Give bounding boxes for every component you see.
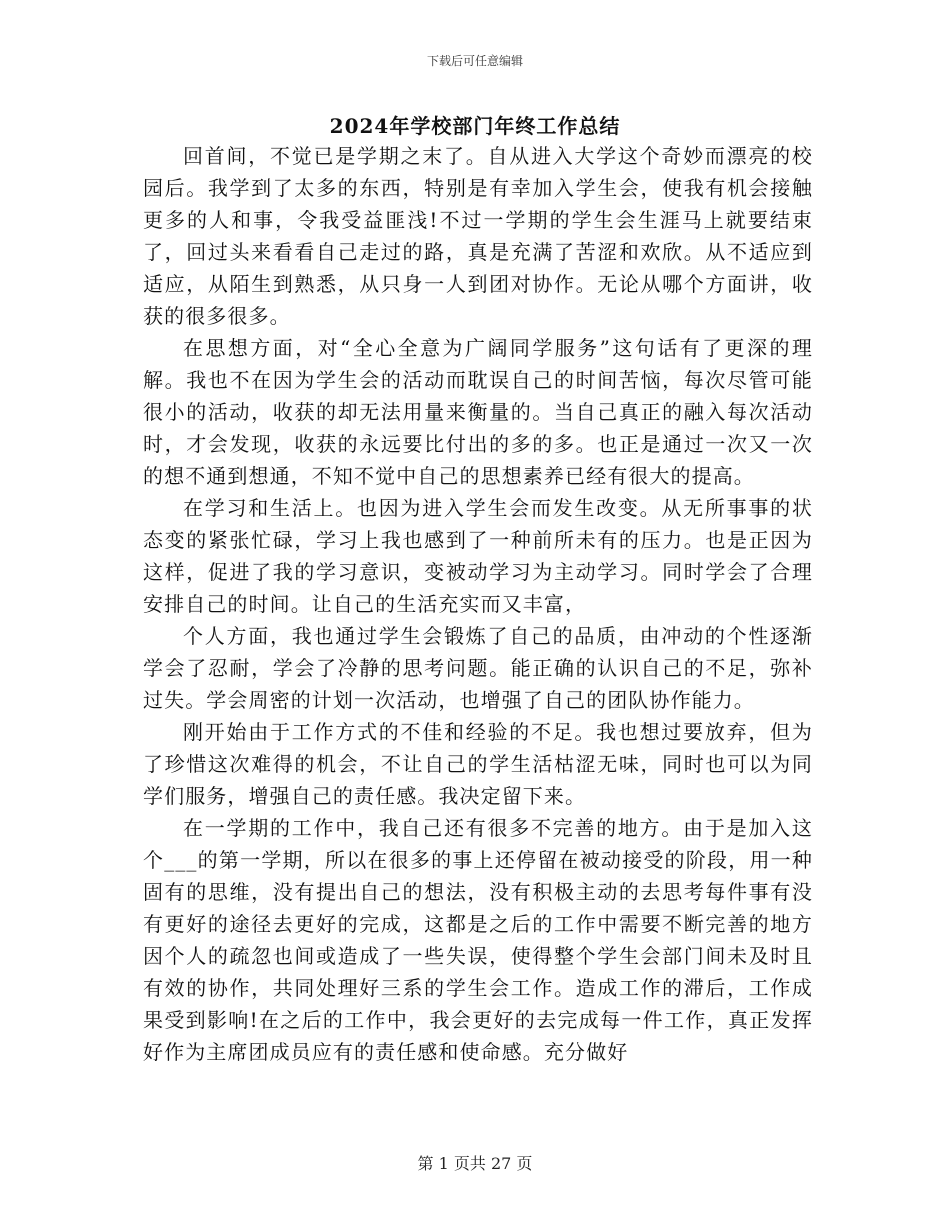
- page-header-note: 下载后可任意编辑: [426, 54, 523, 68]
- paragraph: 在思想方面，对“全心全意为广阔同学服务”这句话有了更深的理解。我也不在因为学生会的活动而耽误自己的时间苦恼，每次尽管可能很小的活动，收获的却无法用量来衡量的。当自己真正的融入每次活动时，才会发现，收获的永远要比付出的多的多。也正是通过一次又一次的想不通到想通，不知不觉中自己的思想素养已经有很大的提高。: [143, 336, 813, 488]
- document-title: 2024年学校部门年终工作总结: [329, 114, 621, 138]
- paragraph: 刚开始由于工作方式的不佳和经验的不足。我也想过要放弃，但为了珍惜这次难得的机会，不让自己的学生活枯涩无味，同时也可以为同学们服务，增强自己的责任感。我决定留下来。: [143, 720, 813, 808]
- page-footer-number: 第 1 页共 27 页: [417, 1154, 533, 1173]
- paragraph: 回首间，不觉已是学期之末了。自从进入大学这个奇妙而漂亮的校园后。我学到了太多的东西，特别是有幸加入学生会，使我有机会接触更多的人和事，令我受益匪浅!不过一学期的学生会生涯马上就要结束了，回过头来看看自己走过的路，真是充满了苦涩和欢欣。从不适应到适应，从陌生到熟悉，从只身一人到团对协作。无论从哪个方面讲，收获的很多很多。: [143, 144, 813, 328]
- paragraph: 在学习和生活上。也因为进入学生会而发生改变。从无所事事的状态变的紧张忙碌，学习上我也感到了一种前所未有的压力。也是正因为这样，促进了我的学习意识，变被动学习为主动学习。同时学会了合理安排自己的时间。让自己的生活充实而又丰富，: [143, 496, 813, 616]
- document-body: [143, 140, 813, 1068]
- paragraph: 个人方面，我也通过学生会锻炼了自己的品质，由冲动的个性逐渐学会了忍耐，学会了冷静的思考问题。能正确的认识自己的不足，弥补过失。学会周密的计划一次活动，也增强了自己的团队协作能力。: [143, 624, 813, 712]
- paragraph: 在一学期的工作中，我自己还有很多不完善的地方。由于是加入这个___的第一学期，所以在很多的事上还停留在被动接受的阶段，用一种固有的思维，没有提出自己的想法，没有积极主动的去思考每件事有没有更好的途径去更好的完成，这都是之后的工作中需要不断完善的地方因个人的疏忽也间或造成了一些失误，使得整个学生会部门间未及时且有效的协作，共同处理好三系的学生会工作。造成工作的滞后，工作成果受到影响!在之后的工作中，我会更好的去完成每一件工作，真正发挥好作为主席团成员应有的责任感和使命感。充分做好: [143, 816, 813, 1064]
